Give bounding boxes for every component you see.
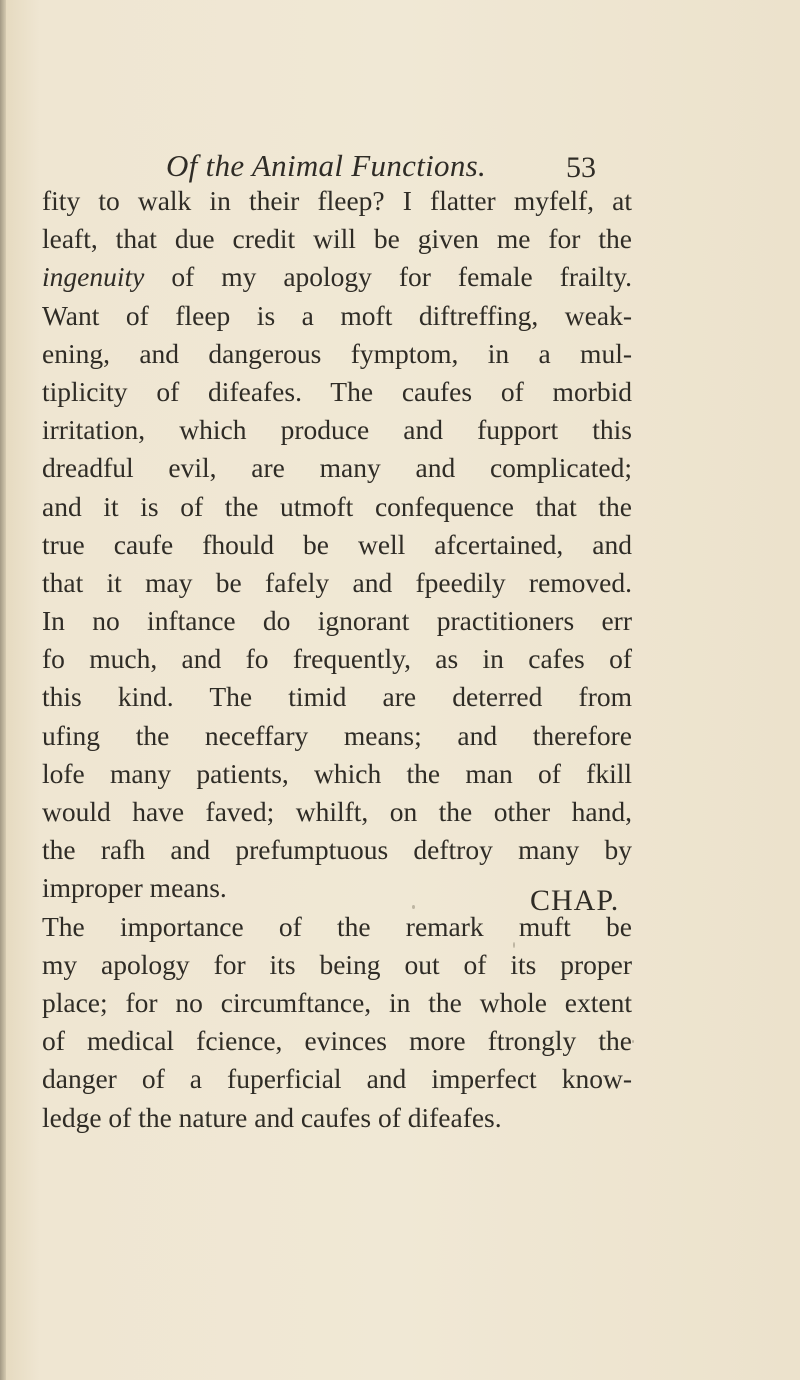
body-text (42, 182, 632, 1137)
text-line: and it is of the utmoft confequence that the (42, 490, 632, 522)
text-line: improper means. (42, 872, 227, 904)
text-line: the rafh and prefumptuous deftroy many by (42, 834, 632, 866)
text-line: true caufe fhould be well afcertained, and (42, 528, 632, 560)
text-line: that it may be fafely and fpeedily removed. (42, 566, 632, 598)
text-line: ledge of the nature and caufes of difeafes. (42, 1101, 502, 1133)
text-line: fity to walk in their fleep? I flatter myfelf, at (42, 185, 632, 216)
text-line: The importance of the remark muft be (42, 910, 632, 942)
text-line: ufing the neceffary means; and therefore (42, 719, 632, 751)
text-line: this kind. The timid are deterred from (42, 681, 632, 713)
italic-word: ingenuity (42, 261, 145, 293)
text-line-rest: of my apology for female frailty. (144, 261, 632, 293)
page-gutter-shadow (0, 0, 6, 1380)
catchword: CHAP. (530, 884, 620, 917)
text-line: In no inftance do ignorant practitioners err (42, 605, 632, 637)
running-title: Of the Animal Functions. (166, 148, 487, 183)
text-line: fo much, and fo frequently, as in cafes of (42, 643, 632, 675)
paper-fleck (632, 1040, 634, 1043)
text-line (42, 258, 632, 296)
text-line: dreadful evil, are many and complicated; (42, 452, 632, 484)
text-line: my apology for its being out of its proper (42, 948, 632, 980)
text-line: place; for no circumftance, in the whole extent (42, 986, 632, 1018)
text-line: irritation, which produce and fupport this (42, 414, 632, 446)
text-line: ening, and dangerous fymptom, in a mul- (42, 337, 632, 369)
text-line: danger of a fuperficial and imperfect know- (42, 1063, 632, 1095)
text-line: leaft, that due credit will be given me for the (42, 223, 632, 255)
paper-fleck (513, 942, 515, 948)
paper-fleck (412, 905, 415, 909)
page-number: 53 (566, 151, 596, 184)
text-line: tiplicity of difeafes. The caufes of morbid (42, 375, 632, 407)
text-line: of medical fcience, evinces more ftrongly the (42, 1025, 632, 1057)
text-line: would have faved; whilft, on the other hand, (42, 796, 632, 827)
text-line: Want of fleep is a moft diftreffing, weak- (42, 299, 632, 331)
text-line: lofe many patients, which the man of fkill (42, 757, 632, 789)
